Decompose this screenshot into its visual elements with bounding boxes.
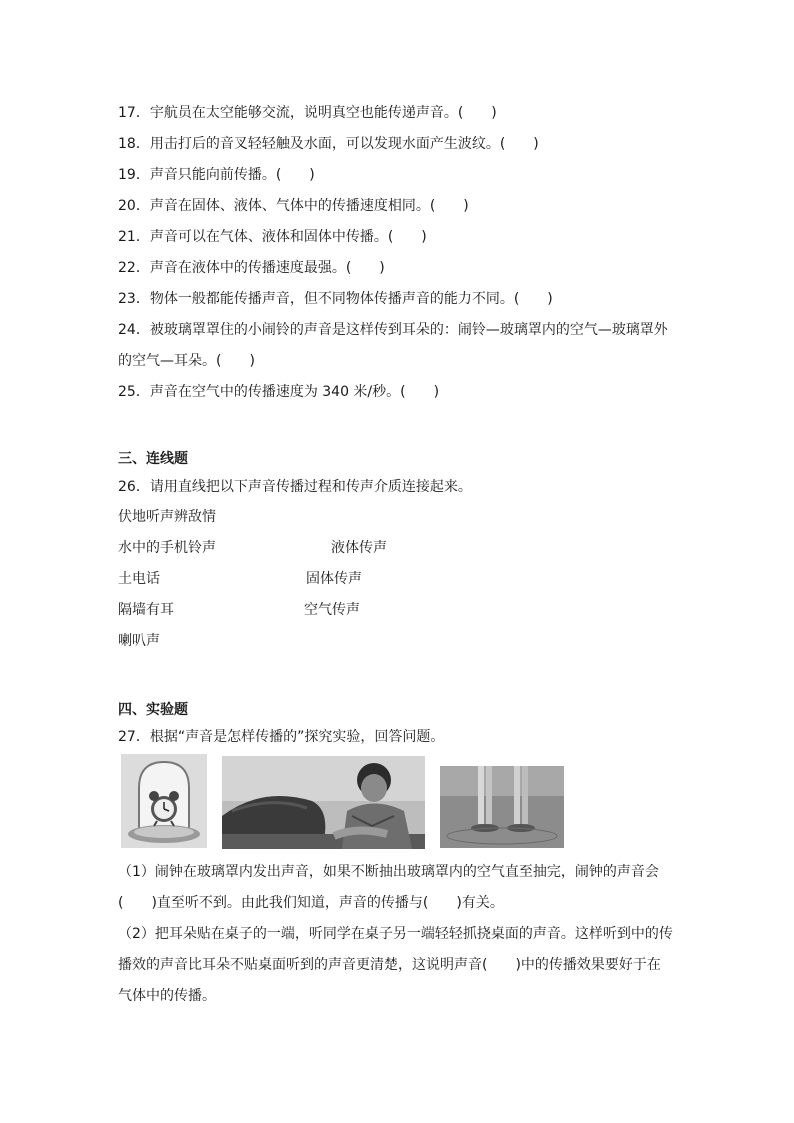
experiment-q1-line2: ( )直至听不到。由此我们知道，声音的传播与( )有关。: [118, 895, 504, 911]
question-25: 25．声音在空气中的传播速度为 340 米/秒。( ): [118, 384, 440, 400]
match-left-item: 土电话: [118, 571, 160, 587]
question-17: 17．宇航员在太空能够交流，说明真空也能传递声音。( ): [118, 105, 497, 121]
bell-jar-photo: [121, 754, 207, 848]
experiment-q2-line1: （2）把耳朵贴在桌子的一端，听同学在桌子另一端轻轻抓挠桌面的声音。这样听到中的传: [118, 926, 673, 942]
match-left-item: 伏地听声辨敌情: [118, 509, 216, 525]
question-18: 18．用击打后的音叉轻轻触及水面，可以发现水面产生波纹。( ): [118, 136, 539, 152]
section-heading-matching: 三、连线题: [118, 451, 188, 467]
question-22: 22．声音在液体中的传播速度最强。( ): [118, 260, 385, 276]
question-26: 26．请用直线把以下声音传播过程和传声介质连接起来。: [118, 479, 472, 495]
question-24-line2: 的空气—耳朵。( ): [118, 353, 255, 369]
match-left-item: 喇叭声: [118, 633, 160, 649]
question-27: 27．根据“声音是怎样传播的”探究实验，回答问题。: [118, 729, 445, 745]
section-heading-experiment: 四、实验题: [118, 702, 188, 718]
ear-on-table-photo: [222, 756, 425, 849]
question-21: 21．声音可以在气体、液体和固体中传播。( ): [118, 229, 427, 245]
question-19: 19．声音只能向前传播。( ): [118, 167, 315, 183]
experiment-q2-line2: 播效的声音比耳朵不贴桌面听到的声音更清楚，这说明声音( )中的传播效果要好于在: [118, 957, 661, 973]
experiment-q2-line3: 气体中的传播。: [118, 988, 216, 1004]
match-right-item: 固体传声: [306, 571, 362, 587]
question-20: 20．声音在固体、液体、气体中的传播速度相同。( ): [118, 198, 469, 214]
match-left-item: 水中的手机铃声: [118, 540, 216, 556]
match-right-item: 空气传声: [304, 602, 360, 618]
tuning-fork-photo: [440, 766, 564, 848]
match-left-item: 隔墙有耳: [118, 602, 174, 618]
question-24-line1: 24．被玻璃罩罩住的小闹铃的声音是这样传到耳朵的：闹铃—玻璃罩内的空气—玻璃罩外: [118, 322, 668, 338]
question-23: 23．物体一般都能传播声音，但不同物体传播声音的能力不同。( ): [118, 291, 553, 307]
match-right-item: 液体传声: [331, 540, 387, 556]
experiment-q1-line1: （1）闹钟在玻璃罩内发出声音，如果不断抽出玻璃罩内的空气直至抽完，闹钟的声音会: [118, 864, 659, 880]
